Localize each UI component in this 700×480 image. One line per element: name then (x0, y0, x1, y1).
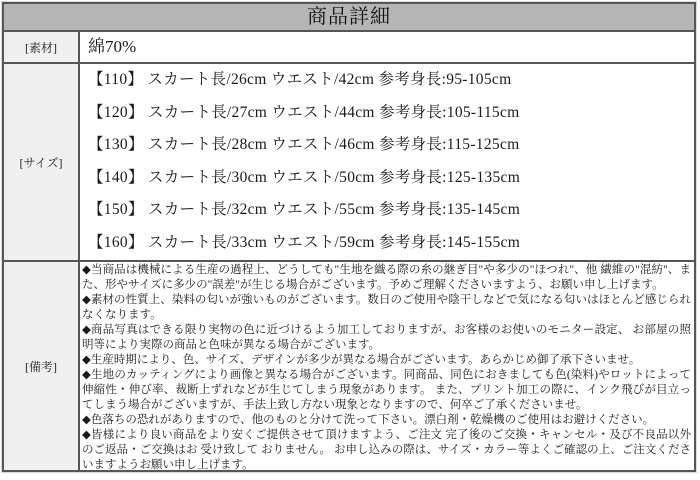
notes-list (80, 262, 694, 470)
page-title: 商品詳細 (4, 4, 694, 32)
sizes-row (4, 64, 694, 262)
note-item: ◆色落ちの恐れがありますので、他のものと分けて洗って下さい。漂白剤・乾燥機のご使用はお避けください。 (82, 414, 655, 426)
note-item: ◆当商品は機械による生産の過程上、どうしても"生地を織る際の糸の継ぎ目"や多少の"ほつれ"、他 繊維の"混紡"、また、形やサイズに多少の"誤差"が生じる場合がございます。予めご理解くださいますよう、お願い申し上げます。 (82, 264, 691, 291)
size-line-120: 【120】 スカート長/27cm ウエスト/44cm 参考身長:105-115cm (88, 103, 520, 121)
size-line-150: 【150】 スカート長/32cm ウエスト/55cm 参考身長:135-145cm (88, 201, 521, 219)
note-item: ◆生地のカッティングにより画像と異なる場合がございます。同商品、同色におきましても色(染料)やロットによって伸縮性・伸び率、裁断上ずれなどが生じてしまう現象があります。 また、プリント加工の際に、インク飛びが目立ってしまう場合がございますが、手法上致し方ない現象となりますので、何卒ご了承くださいませ。 (82, 369, 691, 411)
sizes-label: [サイズ] (4, 64, 80, 260)
size-line-140: 【140】 スカート長/30cm ウエスト/50cm 参考身長:125-135cm (88, 168, 521, 186)
product-detail-table (2, 2, 696, 472)
note-item: ◆生産時期により、色、サイズ、デザインが多少が異なる場合がございます。あらかじめ御了承下さいませ。 (82, 354, 641, 366)
note-item: ◆皆様により良い商品をより安くご提供させて頂けますよう、ご注文 完了後のご交換・キャンセル・及び不良品以外のご返品・ご交換はお 受け致して おりません。 お申し込みの際は、サイズ・カラー等よくご確認の上、ご注文くださいますようお願い申し上げます。 (82, 429, 691, 470)
material-value: 綿70% (80, 32, 694, 62)
note-item: ◆商品写真はできる限り実物の色に近づけるよう加工しておりますが、お客様のお使いのモニター設定、 お部屋の照明等により実際の商品と色味が異なる場合がございます。 (82, 324, 691, 351)
size-line-160: 【160】 スカート長/33cm ウエスト/59cm 参考身長:145-155cm (88, 233, 521, 251)
notes-row (4, 262, 694, 470)
note-item: ◆素材の性質上、染料の匂いが強いものがございます。数日のご使用や陰干しなどで気になる匂いはほとんど感じられなくなります。 (82, 294, 691, 321)
size-line-130: 【130】 スカート長/28cm ウエスト/46cm 参考身長:115-125cm (88, 136, 520, 154)
sizes-list (80, 64, 694, 260)
material-label: [素材] (4, 32, 80, 62)
material-row (4, 32, 694, 64)
size-line-110: 【110】 スカート長/26cm ウエスト/42cm 参考身長:95-105cm (88, 71, 512, 88)
notes-label: [備考] (4, 262, 80, 470)
